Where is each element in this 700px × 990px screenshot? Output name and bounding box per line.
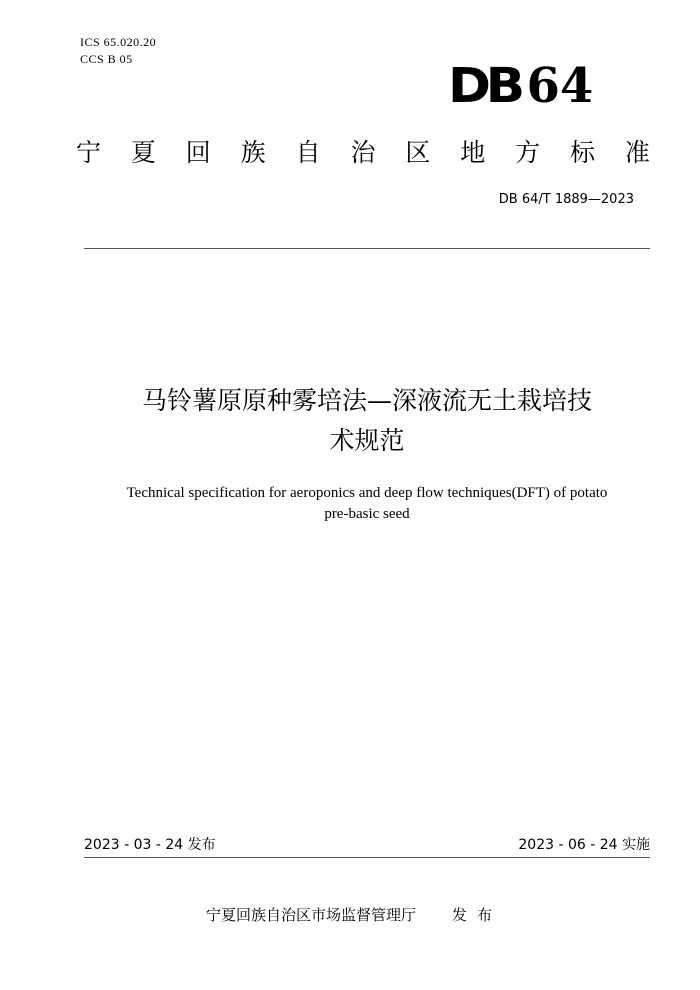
logo-number: 64 [526, 58, 594, 114]
issuer-name: 宁夏回族自治区市场监督管理厅 [206, 906, 417, 924]
standard-title-char: 回 [185, 138, 211, 167]
standard-title-char: 方 [515, 138, 541, 167]
publish-date: 2023 - 03 - 24 发布 [84, 837, 216, 853]
document-title-zh [80, 381, 654, 461]
standard-title-char: 准 [624, 138, 650, 167]
standard-title-char: 地 [460, 138, 486, 167]
standard-code: DB 64/T 1889—2023 [498, 192, 634, 207]
db-logo [448, 60, 593, 112]
standard-title-char: 自 [295, 138, 321, 167]
bottom-divider [84, 857, 650, 858]
standard-title-char: 族 [240, 138, 266, 167]
standard-title-char: 夏 [130, 138, 156, 167]
standard-title-char: 宁 [76, 138, 102, 167]
title-en-line-1: Technical specification for aeroponics and deep flow techniques(DFT) of potato [126, 485, 608, 501]
top-divider [84, 248, 650, 249]
issuer-verb: 发布 [452, 906, 503, 924]
standard-title-char: 区 [405, 138, 431, 167]
issuing-authority [206, 905, 502, 925]
title-zh-line-2: 术规范 [329, 426, 405, 455]
standard-title-char: 治 [350, 138, 376, 167]
document-title-en [80, 483, 654, 525]
ccs-code: CCS B 05 [80, 52, 133, 66]
title-en-line-2: pre-basic seed [324, 506, 410, 522]
title-zh-line-1: 马铃薯原原种雾培法—深液流无土栽培技 [141, 386, 592, 415]
standard-title [76, 136, 650, 170]
ics-code: ICS 65.020.20 [80, 35, 157, 49]
logo-prefix: DB [448, 58, 520, 114]
standard-title-char: 标 [570, 138, 596, 167]
implementation-date: 2023 - 06 - 24 实施 [518, 837, 650, 853]
classification-codes [80, 34, 156, 68]
